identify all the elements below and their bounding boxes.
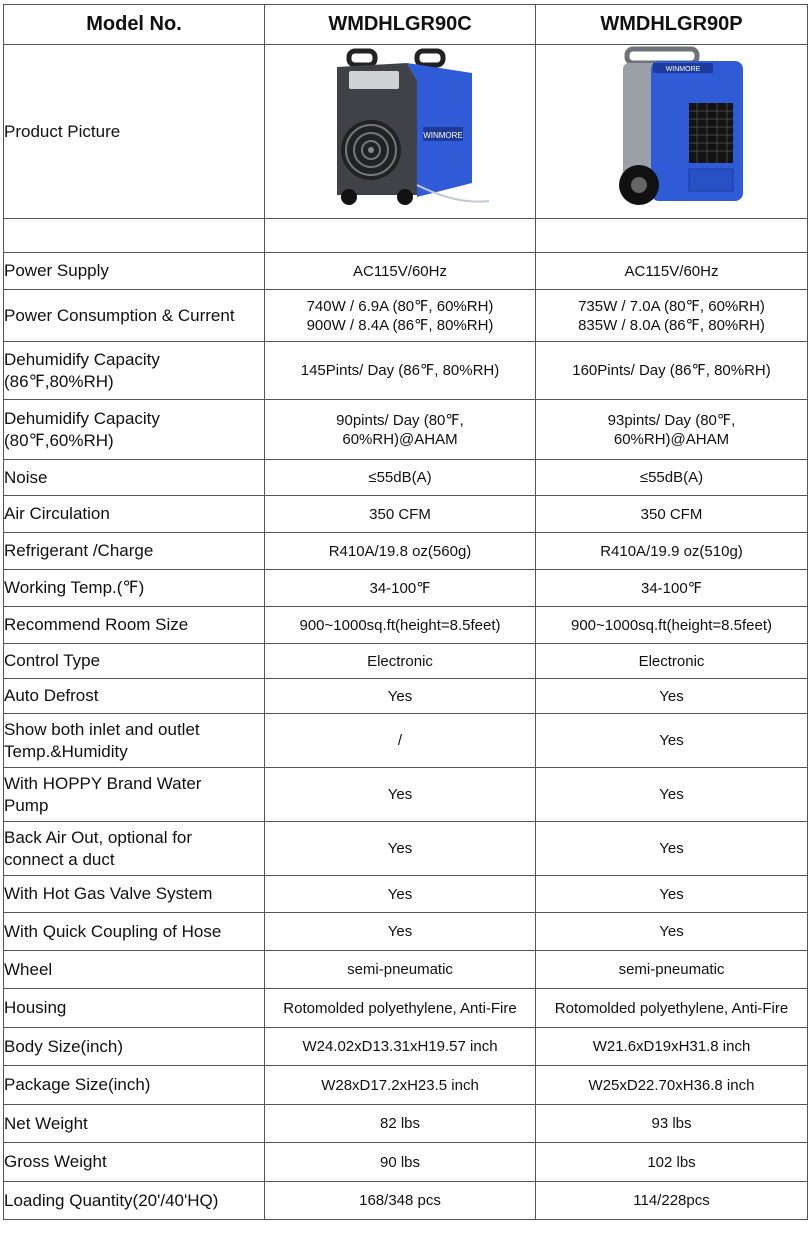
table-row: [4, 913, 808, 951]
table-row: [4, 1028, 808, 1066]
row-label: Package Size(inch): [4, 1066, 265, 1105]
value-wmdhlgr90c: /: [265, 714, 536, 768]
value-wmdhlgr90c: Yes: [265, 913, 536, 951]
row-label: Auto Defrost: [4, 679, 265, 714]
value-wmdhlgr90c: Rotomolded polyethylene, Anti-Fire: [265, 989, 536, 1028]
table-row: [4, 644, 808, 679]
value-wmdhlgr90c: Yes: [265, 876, 536, 913]
table-row: [4, 342, 808, 400]
table-row: [4, 460, 808, 496]
row-label: With Hot Gas Valve System: [4, 876, 265, 913]
row-label: Refrigerant /Charge: [4, 533, 265, 570]
row-label: Gross Weight: [4, 1143, 265, 1182]
value-wmdhlgr90c: ≤55dB(A): [265, 460, 536, 496]
value-wmdhlgr90p: 102 lbs: [536, 1143, 808, 1182]
table-row: [4, 989, 808, 1028]
value-wmdhlgr90c: semi-pneumatic: [265, 951, 536, 989]
value-wmdhlgr90p: 160Pints/ Day (86℉, 80%RH): [536, 342, 808, 400]
table-row: [4, 714, 808, 768]
header-row: [4, 5, 808, 45]
value-wmdhlgr90c: Yes: [265, 822, 536, 876]
table-row: [4, 768, 808, 822]
row-label: Recommend Room Size: [4, 607, 265, 644]
value-wmdhlgr90p: Yes: [536, 768, 808, 822]
value-wmdhlgr90c: 34-100℉: [265, 570, 536, 607]
value-wmdhlgr90p: 735W / 7.0A (80℉, 60%RH) 835W / 8.0A (86℉, 80%RH): [536, 290, 808, 342]
value-wmdhlgr90p: semi-pneumatic: [536, 951, 808, 989]
product-picture-p: [539, 45, 805, 213]
value-wmdhlgr90p: Yes: [536, 876, 808, 913]
brand-logo-c: WINMORE: [423, 131, 463, 140]
header-model-c: WMDHLGR90C: [265, 5, 536, 45]
product-picture-c: [267, 45, 533, 213]
table-row: [4, 253, 808, 290]
table-row: [4, 876, 808, 913]
row-label: Net Weight: [4, 1105, 265, 1143]
value-wmdhlgr90p: 34-100℉: [536, 570, 808, 607]
table-row: [4, 496, 808, 533]
value-wmdhlgr90p: 93pints/ Day (80℉, 60%RH)@AHAM: [536, 400, 808, 460]
picture-row: [4, 45, 808, 219]
table-row: [4, 290, 808, 342]
row-label: With HOPPY Brand Water Pump: [4, 768, 265, 822]
row-label: Body Size(inch): [4, 1028, 265, 1066]
value-wmdhlgr90c: 90 lbs: [265, 1143, 536, 1182]
value-wmdhlgr90c: R410A/19.8 oz(560g): [265, 533, 536, 570]
value-wmdhlgr90p: 114/228pcs: [536, 1182, 808, 1220]
value-wmdhlgr90p: R410A/19.9 oz(510g): [536, 533, 808, 570]
value-wmdhlgr90p: 350 CFM: [536, 496, 808, 533]
table-row: [4, 570, 808, 607]
row-label: Control Type: [4, 644, 265, 679]
value-wmdhlgr90c: W28xD17.2xH23.5 inch: [265, 1066, 536, 1105]
brand-logo-p: WINMORE: [665, 66, 700, 73]
value-wmdhlgr90p: Electronic: [536, 644, 808, 679]
table-row: [4, 679, 808, 714]
row-label: Power Supply: [4, 253, 265, 290]
row-label: Dehumidify Capacity (86℉,80%RH): [4, 342, 265, 400]
value-wmdhlgr90p: Rotomolded polyethylene, Anti-Fire: [536, 989, 808, 1028]
table-row: [4, 1143, 808, 1182]
value-wmdhlgr90c: 900~1000sq.ft(height=8.5feet): [265, 607, 536, 644]
value-wmdhlgr90p: Yes: [536, 714, 808, 768]
row-label: Show both inlet and outlet Temp.&Humidity: [4, 714, 265, 768]
product-picture-p-cell: [536, 45, 808, 219]
value-wmdhlgr90c: 145Pints/ Day (86℉, 80%RH): [265, 342, 536, 400]
table-row: [4, 400, 808, 460]
table-row: [4, 951, 808, 989]
row-label: Loading Quantity(20'/40'HQ): [4, 1182, 265, 1220]
row-label: Working Temp.(℉): [4, 570, 265, 607]
blank-row: [4, 219, 808, 253]
value-wmdhlgr90c: 168/348 pcs: [265, 1182, 536, 1220]
value-wmdhlgr90c: 82 lbs: [265, 1105, 536, 1143]
row-label: Housing: [4, 989, 265, 1028]
row-label: Wheel: [4, 951, 265, 989]
header-model-no: Model No.: [4, 5, 265, 45]
product-picture-c-cell: [265, 45, 536, 219]
value-wmdhlgr90p: W21.6xD19xH31.8 inch: [536, 1028, 808, 1066]
value-wmdhlgr90c: Electronic: [265, 644, 536, 679]
row-label: Air Circulation: [4, 496, 265, 533]
value-wmdhlgr90c: Yes: [265, 679, 536, 714]
spec-table: [3, 4, 808, 1220]
value-wmdhlgr90p: Yes: [536, 822, 808, 876]
value-wmdhlgr90c: 740W / 6.9A (80℉, 60%RH) 900W / 8.4A (86℉, 80%RH): [265, 290, 536, 342]
table-row: [4, 1182, 808, 1220]
value-wmdhlgr90c: AC115V/60Hz: [265, 253, 536, 290]
table-row: [4, 1105, 808, 1143]
value-wmdhlgr90c: 350 CFM: [265, 496, 536, 533]
value-wmdhlgr90p: Yes: [536, 679, 808, 714]
value-wmdhlgr90p: ≤55dB(A): [536, 460, 808, 496]
row-label: Noise: [4, 460, 265, 496]
row-label: Dehumidify Capacity (80℉,60%RH): [4, 400, 265, 460]
table-row: [4, 1066, 808, 1105]
value-wmdhlgr90p: 900~1000sq.ft(height=8.5feet): [536, 607, 808, 644]
table-row: [4, 822, 808, 876]
row-label: Back Air Out, optional for connect a duct: [4, 822, 265, 876]
value-wmdhlgr90c: W24.02xD13.31xH19.57 inch: [265, 1028, 536, 1066]
picture-row-label: Product Picture: [4, 45, 265, 219]
value-wmdhlgr90c: Yes: [265, 768, 536, 822]
header-model-p: WMDHLGR90P: [536, 5, 808, 45]
value-wmdhlgr90p: 93 lbs: [536, 1105, 808, 1143]
table-row: [4, 533, 808, 570]
value-wmdhlgr90p: Yes: [536, 913, 808, 951]
value-wmdhlgr90p: W25xD22.70xH36.8 inch: [536, 1066, 808, 1105]
value-wmdhlgr90c: 90pints/ Day (80℉, 60%RH)@AHAM: [265, 400, 536, 460]
row-label: With Quick Coupling of Hose: [4, 913, 265, 951]
table-row: [4, 607, 808, 644]
row-label: Power Consumption & Current: [4, 290, 265, 342]
value-wmdhlgr90p: AC115V/60Hz: [536, 253, 808, 290]
